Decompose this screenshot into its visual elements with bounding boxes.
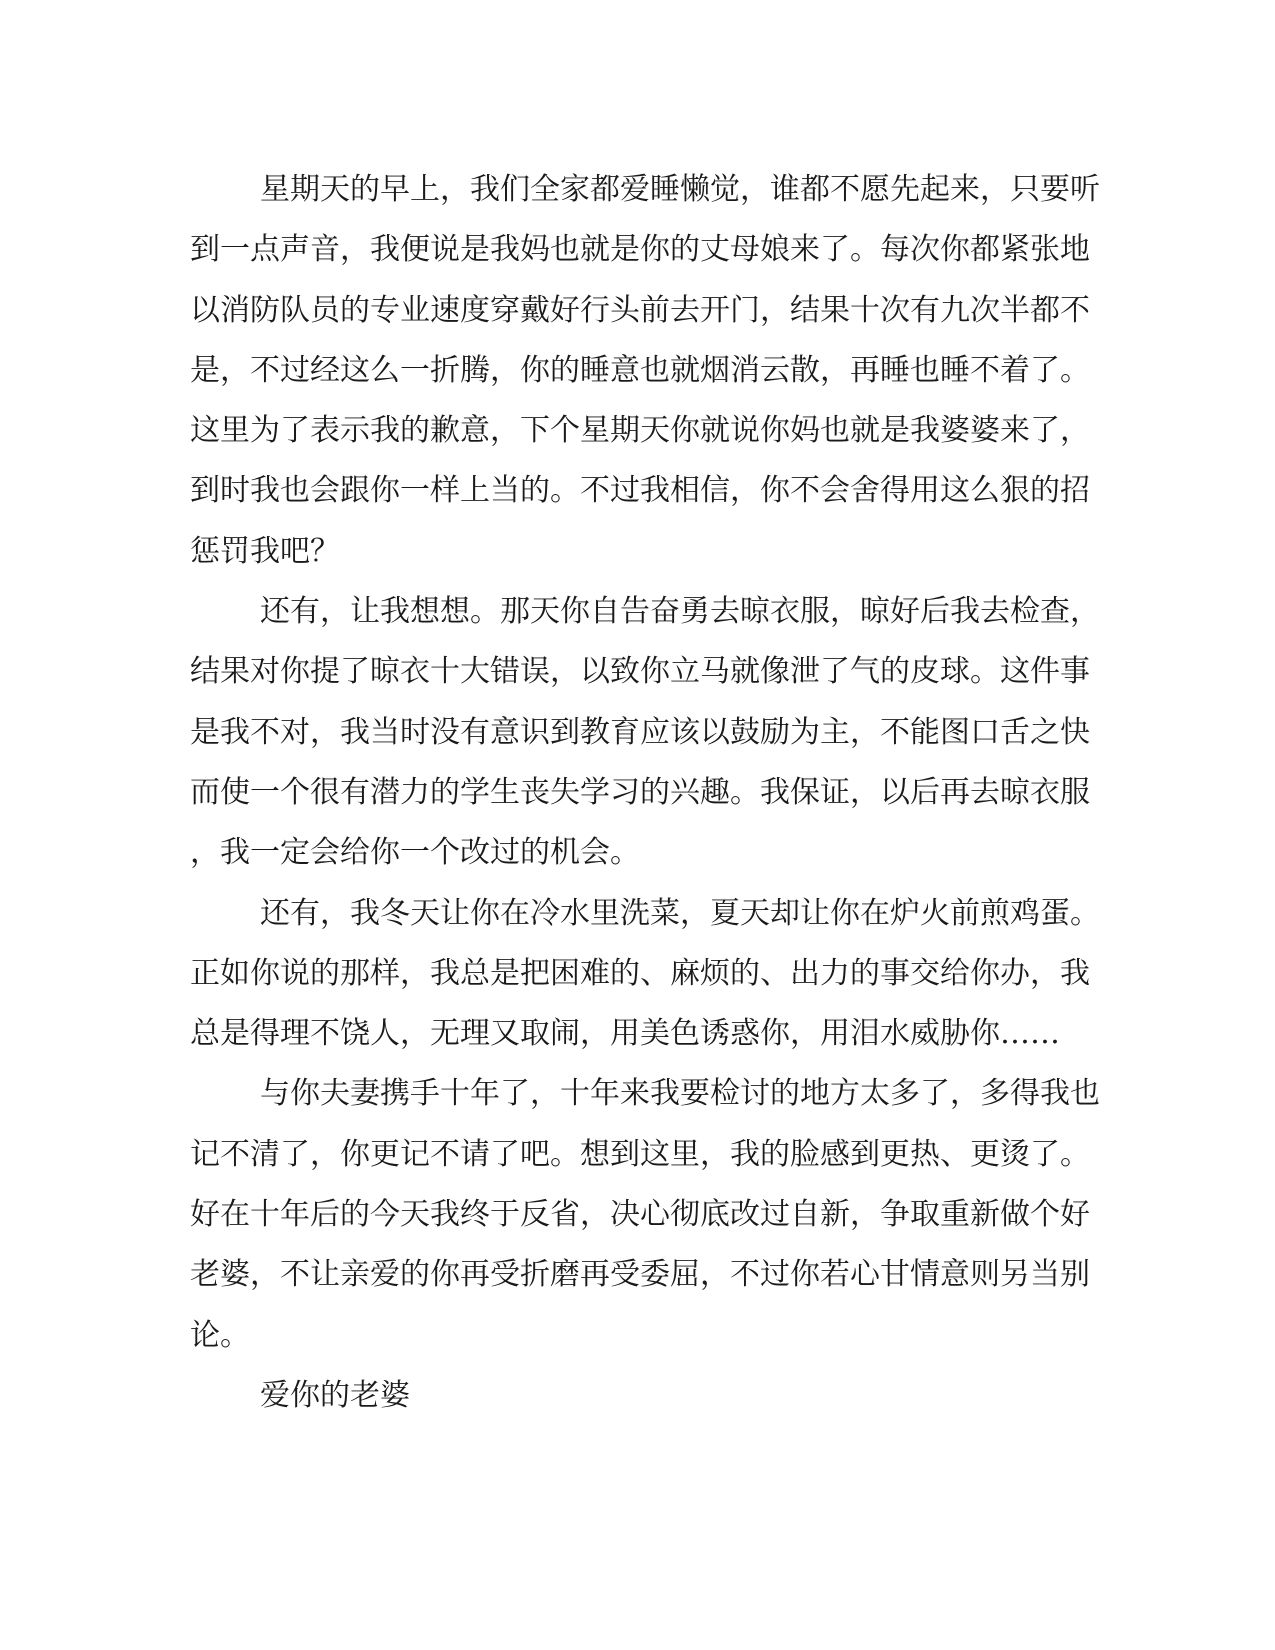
text-line: 这里为了表示我的歉意，下个星期天你就说你妈也就是我婆婆来了， bbox=[190, 413, 1090, 449]
text-line: 论。 bbox=[190, 1317, 250, 1353]
text-line: 到一点声音，我便说是我妈也就是你的丈母娘来了。每次你都紧张地 bbox=[190, 232, 1090, 268]
text-line: 是我不对，我当时没有意识到教育应该以鼓励为主，不能图口舌之快 bbox=[190, 714, 1090, 750]
text-line: 惩罚我吧？ bbox=[190, 533, 340, 569]
text-line: 是，不过经这么一折腾，你的睡意也就烟消云散，再睡也睡不着了。 bbox=[190, 352, 1090, 388]
text-line: ，我一定会给你一个改过的机会。 bbox=[190, 835, 640, 871]
text-line: 老婆，不让亲爱的你再受折磨再受委屈，不过你若心甘情意则另当别 bbox=[190, 1257, 1090, 1293]
text-line: 正如你说的那样，我总是把困难的、麻烦的、出力的事交给你办，我 bbox=[190, 955, 1090, 991]
text-line: 以消防队员的专业速度穿戴好行头前去开门，结果十次有九次半都不 bbox=[190, 292, 1090, 328]
letter-body bbox=[190, 160, 1100, 1426]
text-line: 总是得理不饶人，无理又取闹，用美色诱惑你，用泪水威胁你…… bbox=[190, 1016, 1060, 1052]
text-line: 星期天的早上，我们全家都爱睡懒觉，谁都不愿先起来，只要听 bbox=[260, 172, 1100, 207]
text-line: 还有，让我想想。那天你自告奋勇去晾衣服，晾好后我去检查， bbox=[260, 594, 1100, 630]
text-line: 结果对你提了晾衣十大错误，以致你立马就像泄了气的皮球。这件事 bbox=[190, 654, 1090, 690]
text-line: 好在十年后的今天我终于反省，决心彻底改过自新，争取重新做个好 bbox=[190, 1197, 1090, 1233]
text-line: 记不清了，你更记不请了吧。想到这里，我的脸感到更热、更烫了。 bbox=[190, 1136, 1090, 1172]
text-line: 而使一个很有潜力的学生丧失学习的兴趣。我保证，以后再去晾衣服 bbox=[190, 774, 1090, 810]
text-line: 与你夫妻携手十年了，十年来我要检讨的地方太多了，多得我也 bbox=[260, 1076, 1100, 1112]
signature-line: 爱你的老婆 bbox=[260, 1377, 410, 1413]
text-line: 还有，我冬天让你在冷水里洗菜，夏天却让你在炉火前煎鸡蛋。 bbox=[260, 895, 1100, 931]
text-line: 到时我也会跟你一样上当的。不过我相信，你不会舍得用这么狠的招 bbox=[190, 473, 1090, 509]
